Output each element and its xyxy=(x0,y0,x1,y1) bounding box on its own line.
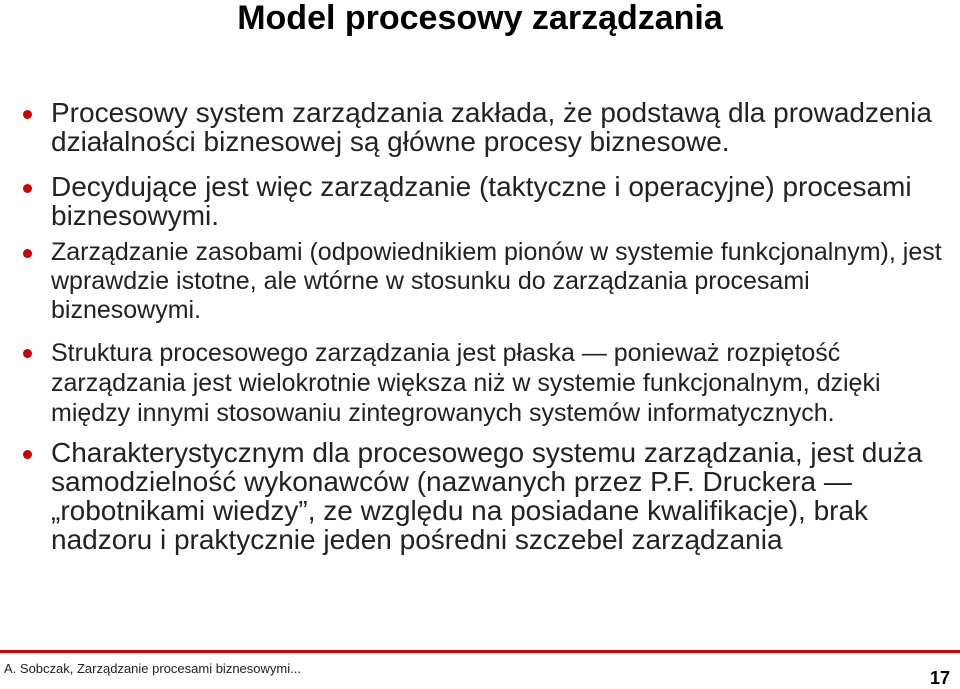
bullet-text: Decydujące jest więc zarządzanie (taktyczne i operacyjne) procesami biznesowymi. xyxy=(51,171,912,231)
bullet-item xyxy=(20,238,950,325)
bullet-dot-icon xyxy=(23,349,32,358)
footer-divider xyxy=(0,650,960,653)
bullet-dot-icon xyxy=(23,249,32,258)
bullet-dot-icon xyxy=(23,110,32,119)
page-number: 17 xyxy=(929,668,950,688)
bullet-text: Zarządzanie zasobami (odpowiednikiem pionów w systemie funkcjonalnym), jest wprawdzie istotne, ale wtórne w stosunku do zarządzania procesami biznesowymi. xyxy=(51,238,942,324)
bullet-dot-icon xyxy=(23,450,32,459)
bullet-list xyxy=(20,98,950,554)
bullet-text: Struktura procesowego zarządzania jest płaska — ponieważ rozpiętość zarządzania jest wielokrotnie większa niż w systemie funkcjonalnym, dzięki między innymi stosowaniu zintegrowanych systemów informatycznych. xyxy=(51,339,881,427)
bullet-text: Procesowy system zarządzania zakłada, że podstawą dla prowadzenia działalności biznesowej są główne procesy biznesowe. xyxy=(51,97,932,157)
bullet-text: Charakterystycznym dla procesowego systemu zarządzania, jest duża samodzielność wykonawców (nazwanych przez P.F. Druckera — „robotnikami wiedzy”, ze względu na posiadane kwalifikacje), brak nadzoru i praktycznie jeden pośredni szczebel zarządzania xyxy=(51,437,923,555)
slide-title: Model procesowy zarządzania xyxy=(237,0,723,37)
bullet-item xyxy=(20,338,950,428)
bullet-dot-icon xyxy=(23,184,32,193)
bullet-item xyxy=(20,438,950,554)
bullet-item xyxy=(20,172,950,230)
bullet-item xyxy=(20,98,950,156)
footer-caption: A. Sobczak, Zarządzanie procesami biznesowymi... xyxy=(4,661,301,676)
